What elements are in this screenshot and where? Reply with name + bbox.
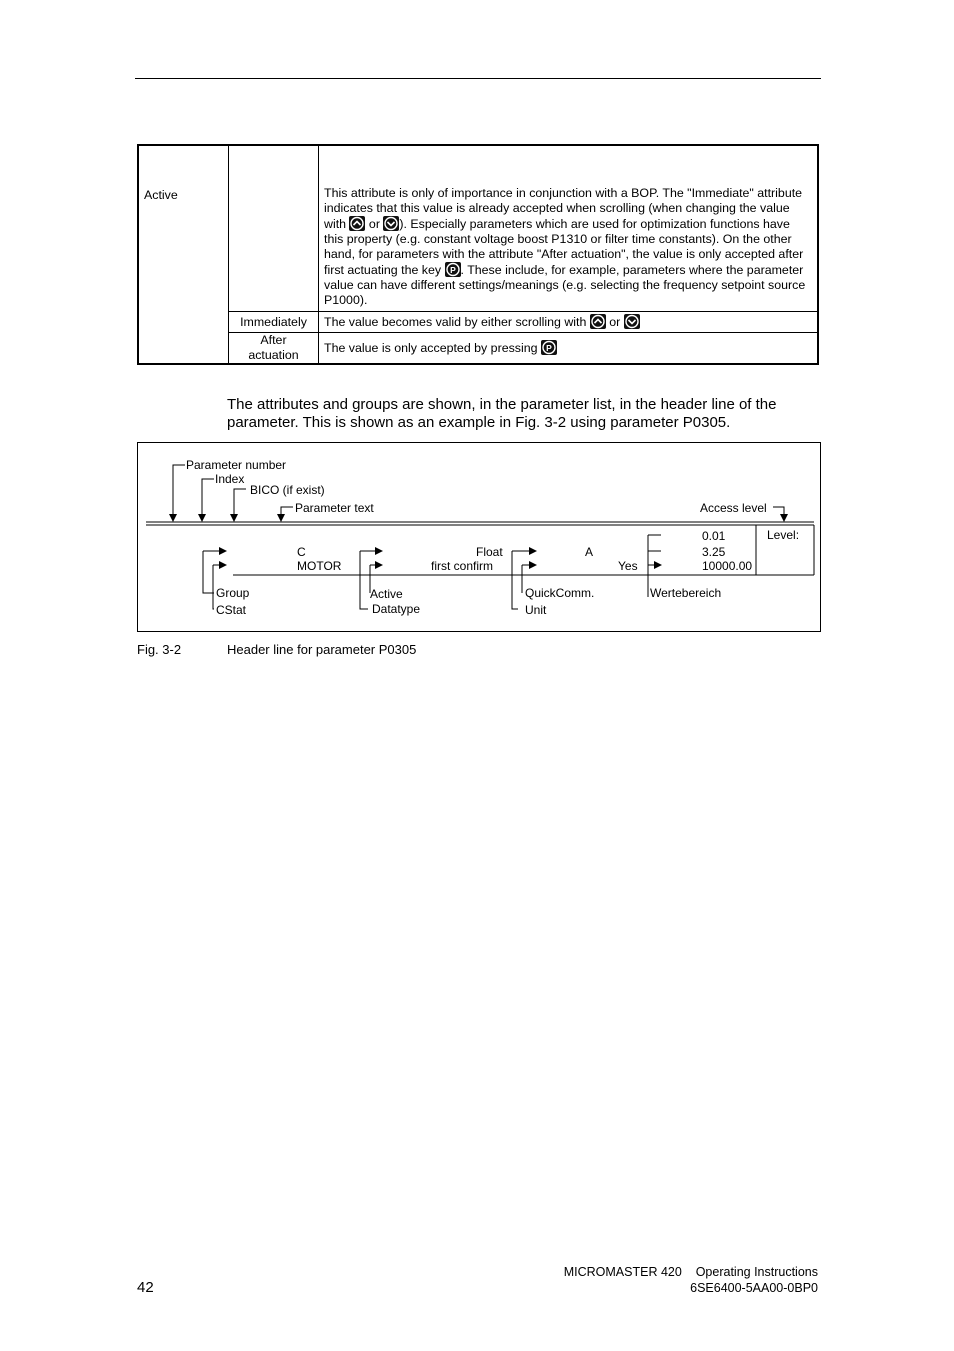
page-number: 42 [137,1279,154,1296]
label-datatype: Datatype [372,602,421,616]
p-key-icon [445,262,461,277]
value-unit: A [585,545,594,559]
label-active: Active [370,587,403,601]
attribute-name: Active [138,145,229,364]
figure-caption-text: Header line for parameter P0305 [227,642,417,657]
footer-product: MICROMASTER 420 Operating Instructions [563,1265,818,1279]
value-active: first confirm [431,559,494,573]
value-cstat: C [297,545,306,559]
label-group: Group [216,586,250,600]
attribute-value-after-actuation: After actuation [229,333,319,365]
down-key-icon [624,314,640,329]
attribute-table [137,144,819,365]
label-index: Index [215,472,245,486]
up-key-icon [590,314,606,329]
footer-info [564,1264,818,1296]
attribute-value-immediately: Immediately [229,312,319,333]
label-parameter-number: Parameter number [186,458,287,472]
value-max: 10000.00 [702,559,753,573]
label-wertebereich: Wertebereich [650,586,722,600]
body-paragraph: The attributes and groups are shown, in the parameter list, in the header line of the parameter. This is shown as an example in Fig. 3-2 using parameter P0305. [227,396,777,431]
label-cstat: CStat [216,603,247,617]
attribute-value-immediately-text: The value becomes valid by either scrolling with or [319,312,819,333]
value-min: 0.01 [702,529,726,543]
attribute-description: This attribute is only of importance in conjunction with a BOP. The "Immediate" attribute indicates that this value is already accepted when scrolling (when changing the value with or ). Especially parameters which are used for optimization functions have this property (e.g. constant voltage boost P1310 or filter time constants). On the other hand, for parameters with the attribute "After actuation", the value is only accepted after first actuating the key P . These include, for example, parameters where the parameter value can have different settings/meanings (e.g. selecting the frequency setpoint source P1000). [319,145,819,312]
value-default: 3.25 [702,545,726,559]
value-group: MOTOR [297,559,342,573]
svg-text:P: P [449,265,456,275]
label-unit: Unit [525,603,547,617]
p-key-icon [541,340,557,355]
down-key-icon [383,216,399,231]
up-key-icon [349,216,365,231]
footer-order-number: 6SE6400-5AA00-0BP0 [690,1281,818,1295]
attribute-value-after-actuation-text: The value is only accepted by pressing P [319,333,819,365]
header-rule [135,78,821,79]
header-line-figure [137,442,821,632]
label-quickcomm: QuickComm. [525,586,595,600]
label-parameter-text: Parameter text [295,501,374,515]
label-bico: BICO (if exist) [250,483,325,497]
value-datatype: Float [476,545,503,559]
svg-text:P: P [546,343,552,353]
label-level: Level: [767,528,800,542]
label-access-level: Access level [700,501,767,515]
value-quickcomm: Yes [618,559,638,573]
figure-caption-label: Fig. 3-2 [137,642,182,657]
